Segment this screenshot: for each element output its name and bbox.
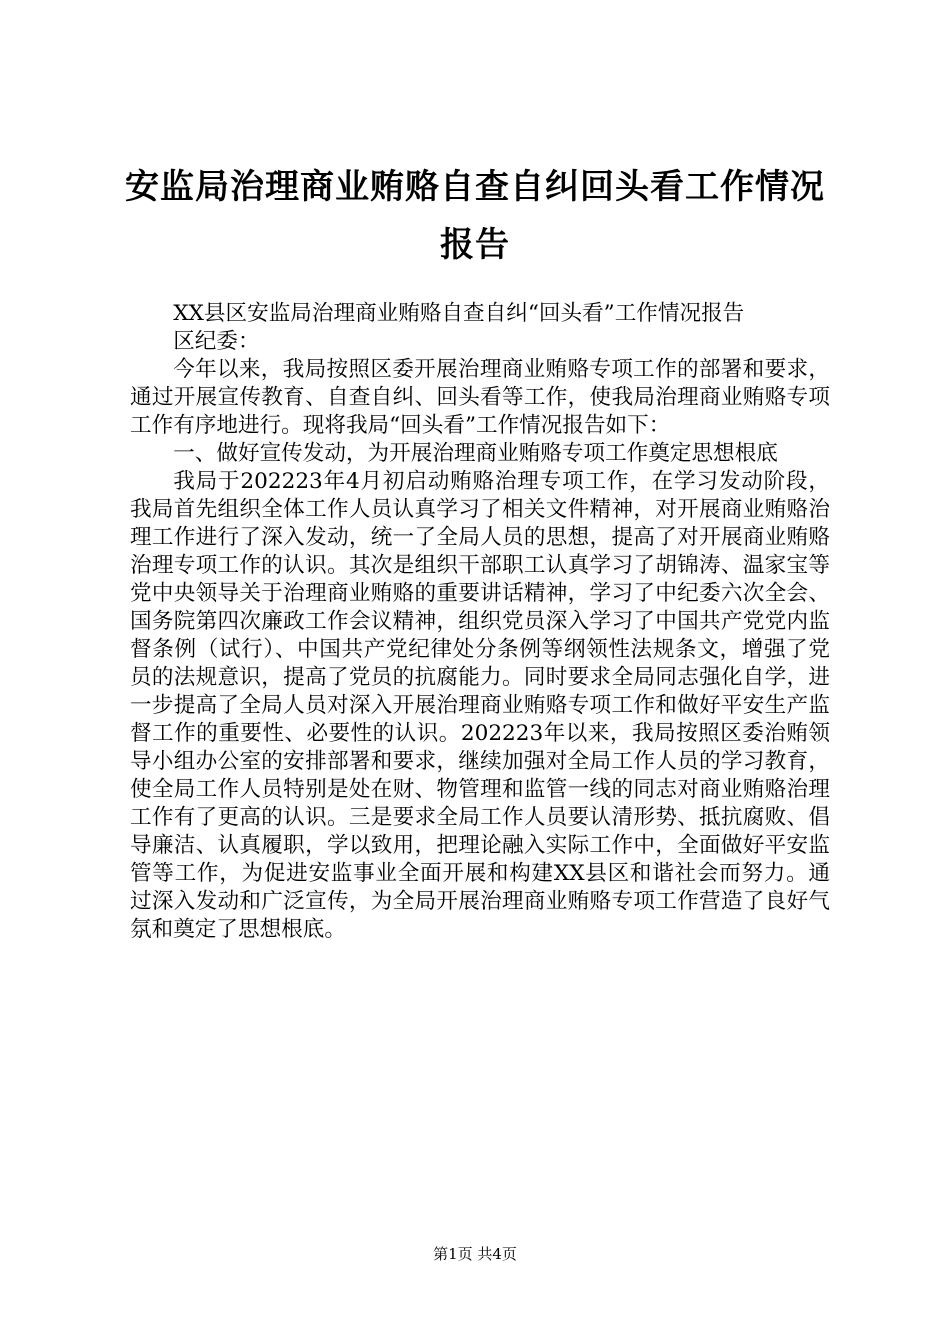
document-body [130,300,830,944]
salutation-paragraph: 区纪委： [173,329,260,354]
intro-paragraph: 今年以来，我局按照区委开展治理商业贿赂专项工作的部署和要求，通过开展宣传教育、自查自纠、回头看等工作，使我局治理商业贿赂专项工作有序地进行。现将我局“回头看”工作情况报告如下： [130,357,830,438]
page-number-footer: 第1页 共4页 [433,1245,517,1263]
section-body-1: 我局于202223年4月初启动贿赂治理专项工作，在学习发动阶段，我局首先组织全体工作人员认真学习了相关文件精神，对开展商业贿赂治理工作进行了深入发动，统一了全局人员的思想，提高了对开展商业贿赂治理专项工作的认识。其次是组织干部职工认真学习了胡锦涛、温家宝等党中央领导关于治理商业贿赂的重要讲话精神，学习了中纪委六次全会、国务院第四次廉政工作会议精神，组织党员深入学习了中国共产党党内监督条例（试行）、中国共产党纪律处分条例等纲领性法规条文，增强了党员的法规意识，提高了党员的抗腐能力。同时要求全局同志强化自学，进一步提高了全局人员对深入开展治理商业贿赂专项工作和做好平安生产监督工作的重要性、必要性的认识。202223年以来，我局按照区委治贿领导小组办公室的安排部署和要求，继续加强对全局工作人员的学习教育，使全局工作人员特别是处在财、物管理和监管一线的同志对商业贿赂治理工作有了更高的认识。三是要求全局工作人员要认清形势、抵抗腐败、倡导廉洁、认真履职，学以致用，把理论融入实际工作中，全面做好平安监管等工作，为促进安监事业全面开展和构建XX县区和谐社会而努力。通过深入发动和广泛宣传，为全局开展治理商业贿赂专项工作营造了良好气氛和奠定了思想根底。 [130,469,830,942]
report-subtitle-paragraph: XX县区安监局治理商业贿赂自查自纠“回头看”工作情况报告 [173,301,745,326]
section-heading-1: 一、做好宣传发动，为开展治理商业贿赂专项工作奠定思想根底 [173,441,778,466]
document-title: 安监局治理商业贿赂自查自纠回头看工作情况报告 [125,167,825,265]
